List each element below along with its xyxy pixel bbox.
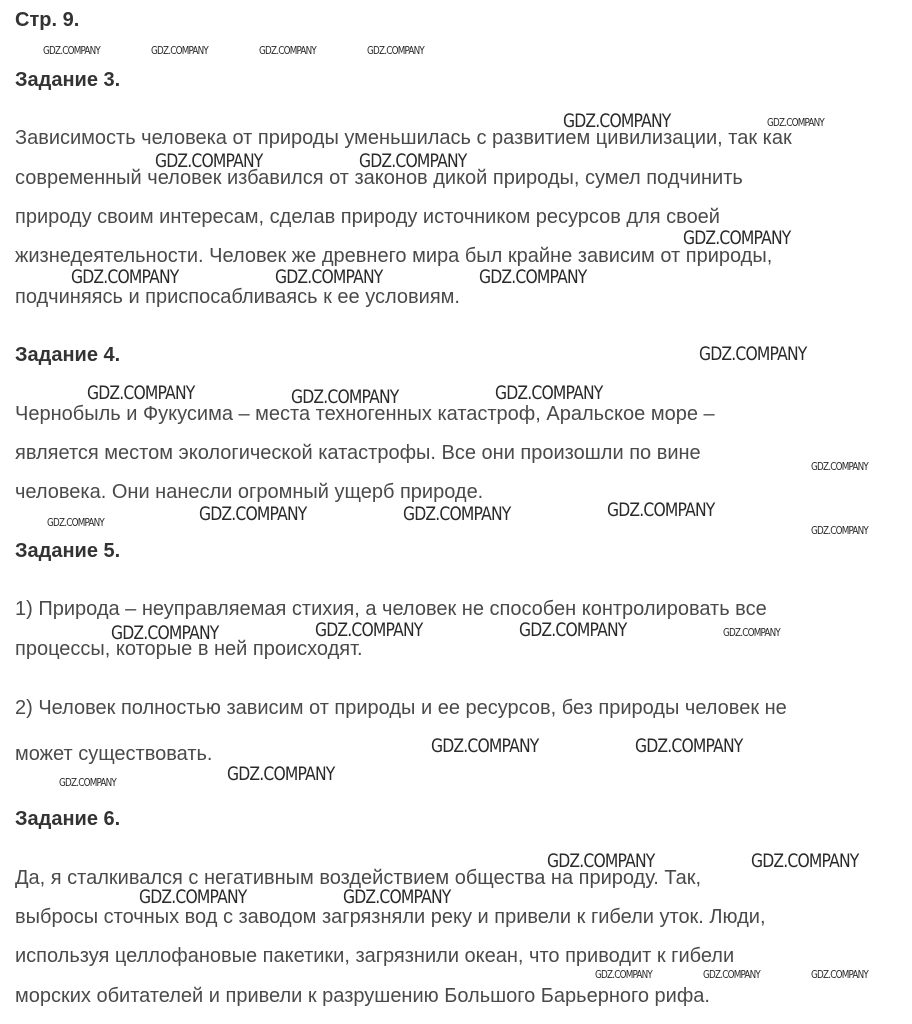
watermark-text: GDZ.COMPANY — [703, 968, 761, 981]
watermark-text: GDZ.COMPANY — [151, 44, 209, 57]
watermark-text: GDZ.COMPANY — [47, 516, 105, 529]
watermark-text: GDZ.COMPANY — [87, 382, 195, 404]
watermark-text: GDZ.COMPANY — [495, 382, 603, 404]
task-6-line: выбросы сточных вод с заводом загрязняли реку и привели к гибели уток. Люди, — [15, 906, 766, 928]
watermark-text: GDZ.COMPANY — [431, 735, 539, 757]
task-5-line: 1) Природа – неуправляемая стихия, а человек не способен контролировать все — [15, 598, 767, 620]
task-3-title: Задание 3. — [15, 69, 121, 91]
watermark-text: GDZ.COMPANY — [315, 619, 423, 641]
watermark-text: GDZ.COMPANY — [699, 343, 807, 365]
watermark-text: GDZ.COMPANY — [811, 460, 869, 473]
task-5-title: Задание 5. — [15, 540, 121, 562]
watermark-text: GDZ.COMPANY — [71, 266, 179, 288]
watermark-text: GDZ.COMPANY — [259, 44, 317, 57]
watermark-text: GDZ.COMPANY — [519, 619, 627, 641]
task-3-line: жизнедеятельности. Человек же древнего мира был крайне зависим от природы, — [15, 245, 773, 267]
watermark-text: GDZ.COMPANY — [595, 968, 653, 981]
watermark-text: GDZ.COMPANY — [291, 386, 399, 408]
watermark-text: GDZ.COMPANY — [635, 735, 743, 757]
task-4-line: Чернобыль и Фукусима – места техногенных катастроф, Аральское море – — [15, 403, 715, 425]
task-3-line: Зависимость человека от природы уменьшилась с развитием цивилизации, так как — [15, 127, 792, 149]
watermark-text: GDZ.COMPANY — [199, 503, 307, 525]
watermark-text: GDZ.COMPANY — [751, 850, 859, 872]
task-5-line: процессы, которые в ней происходят. — [15, 638, 363, 660]
page-number: Стр. 9. — [15, 9, 80, 31]
task-6-line: используя целлофановые пакетики, загрязнили океан, что приводит к гибели — [15, 945, 735, 967]
watermark-text: GDZ.COMPANY — [275, 266, 383, 288]
watermark-text: GDZ.COMPANY — [563, 110, 671, 132]
task-4-line: человека. Они нанесли огромный ущерб природе. — [15, 481, 484, 503]
task-5-line: 2) Человек полностью зависим от природы и ее ресурсов, без природы человек не — [15, 697, 787, 719]
task-6-line: Да, я сталкивался с негативным воздействием общества на природу. Так, — [15, 867, 702, 889]
watermark-text: GDZ.COMPANY — [227, 763, 335, 785]
task-6-title: Задание 6. — [15, 808, 121, 830]
task-3-line: современный человек избавился от законов дикой природы, сумел подчинить — [15, 167, 743, 189]
watermark-text: GDZ.COMPANY — [139, 886, 247, 908]
watermark-text: GDZ.COMPANY — [155, 150, 263, 172]
watermark-text: GDZ.COMPANY — [767, 116, 825, 129]
watermark-text: GDZ.COMPANY — [723, 626, 781, 639]
watermark-text: GDZ.COMPANY — [343, 886, 451, 908]
watermark-text: GDZ.COMPANY — [479, 266, 587, 288]
watermark-text: GDZ.COMPANY — [607, 499, 715, 521]
watermark-text: GDZ.COMPANY — [367, 44, 425, 57]
watermark-text: GDZ.COMPANY — [811, 524, 869, 537]
task-6-line: морских обитателей и привели к разрушению Большого Барьерного рифа. — [15, 985, 710, 1007]
task-4-line: является местом экологической катастрофы. Все они произошли по вине — [15, 442, 701, 464]
watermark-text: GDZ.COMPANY — [59, 776, 117, 789]
watermark-text: GDZ.COMPANY — [683, 227, 791, 249]
task-3-line: природу своим интересам, сделав природу источником ресурсов для своей — [15, 206, 720, 228]
watermark-text: GDZ.COMPANY — [547, 850, 655, 872]
watermark-text: GDZ.COMPANY — [111, 622, 219, 644]
watermark-text: GDZ.COMPANY — [359, 150, 467, 172]
task-5-line: может существовать. — [15, 743, 213, 765]
task-3-line: подчиняясь и приспосабливаясь к ее условиям. — [15, 286, 460, 308]
watermark-text: GDZ.COMPANY — [43, 44, 101, 57]
watermark-text: GDZ.COMPANY — [811, 968, 869, 981]
task-4-title: Задание 4. — [15, 344, 121, 366]
watermark-text: GDZ.COMPANY — [403, 503, 511, 525]
